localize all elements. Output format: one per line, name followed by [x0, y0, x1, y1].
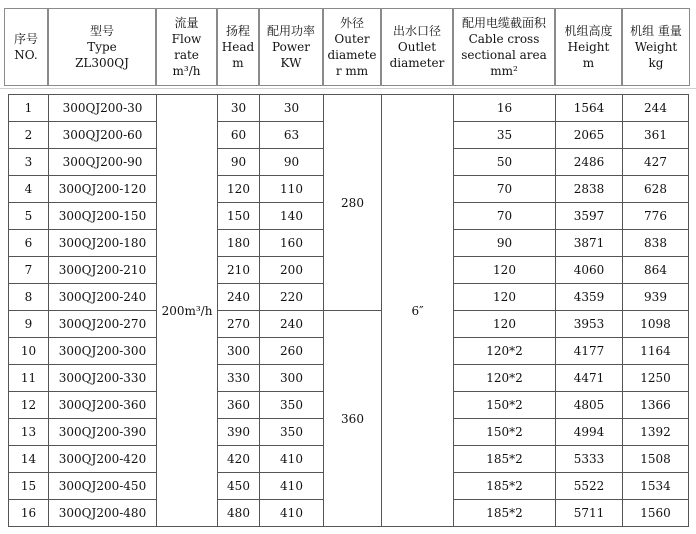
header-outlet-diameter-label: 出水口径 Outlet diameter [389, 24, 445, 70]
cell-no: 12 [9, 392, 49, 419]
cell-cable-area: 150*2 [454, 392, 556, 419]
cell-cable-area: 185*2 [454, 473, 556, 500]
header-outer-diameter-label: 外径 Outer diamete r mm [327, 16, 377, 78]
cell-height: 3871 [556, 230, 623, 257]
cell-cable-area: 70 [454, 203, 556, 230]
header-no [4, 8, 48, 86]
cell-cable-area: 90 [454, 230, 556, 257]
cell-head: 30 [218, 95, 260, 122]
cell-height: 4359 [556, 284, 623, 311]
cell-weight: 1508 [623, 446, 689, 473]
table-row [9, 311, 689, 338]
cell-power: 350 [260, 392, 324, 419]
header-cable-area-label: 配用电缆截面积 Cable cross sectional area mm² [461, 16, 547, 78]
cell-height: 5711 [556, 500, 623, 527]
cell-weight: 361 [623, 122, 689, 149]
cell-flow-rate: 200m³/h [157, 95, 218, 527]
header-flow-rate-label: 流量 Flow rate m³/h [171, 16, 202, 78]
cell-head: 450 [218, 473, 260, 500]
cell-head: 180 [218, 230, 260, 257]
cell-head: 420 [218, 446, 260, 473]
header-weight [622, 8, 690, 86]
pump-spec-table [8, 94, 689, 527]
cell-no: 14 [9, 446, 49, 473]
cell-height: 4471 [556, 365, 623, 392]
cell-type: 300QJ200-150 [49, 203, 157, 230]
header-divider [0, 88, 696, 89]
table-header [4, 8, 690, 86]
header-type [48, 8, 156, 86]
cell-height: 4060 [556, 257, 623, 284]
cell-weight: 1366 [623, 392, 689, 419]
cell-weight: 776 [623, 203, 689, 230]
cell-power: 30 [260, 95, 324, 122]
cell-weight: 1250 [623, 365, 689, 392]
cell-type: 300QJ200-300 [49, 338, 157, 365]
cell-weight: 1534 [623, 473, 689, 500]
cell-cable-area: 120 [454, 284, 556, 311]
cell-height: 3953 [556, 311, 623, 338]
cell-power: 63 [260, 122, 324, 149]
cell-cable-area: 120 [454, 257, 556, 284]
cell-height: 5522 [556, 473, 623, 500]
cell-no: 9 [9, 311, 49, 338]
cell-power: 90 [260, 149, 324, 176]
cell-outer-diameter: 280 [324, 95, 382, 311]
cell-head: 90 [218, 149, 260, 176]
cell-weight: 838 [623, 230, 689, 257]
cell-outer-diameter: 360 [324, 311, 382, 527]
cell-head: 300 [218, 338, 260, 365]
cell-power: 300 [260, 365, 324, 392]
cell-weight: 1560 [623, 500, 689, 527]
cell-type: 300QJ200-480 [49, 500, 157, 527]
cell-cable-area: 35 [454, 122, 556, 149]
cell-cable-area: 120*2 [454, 338, 556, 365]
cell-power: 220 [260, 284, 324, 311]
cell-power: 110 [260, 176, 324, 203]
header-head [217, 8, 259, 86]
cell-type: 300QJ200-450 [49, 473, 157, 500]
cell-no: 3 [9, 149, 49, 176]
cell-type: 300QJ200-60 [49, 122, 157, 149]
cell-height: 3597 [556, 203, 623, 230]
cell-no: 7 [9, 257, 49, 284]
cell-type: 300QJ200-270 [49, 311, 157, 338]
cell-type: 300QJ200-420 [49, 446, 157, 473]
cell-head: 390 [218, 419, 260, 446]
header-power [259, 8, 323, 86]
cell-weight: 1164 [623, 338, 689, 365]
cell-power: 350 [260, 419, 324, 446]
cell-weight: 864 [623, 257, 689, 284]
cell-power: 260 [260, 338, 324, 365]
cell-head: 240 [218, 284, 260, 311]
cell-type: 300QJ200-210 [49, 257, 157, 284]
cell-height: 2486 [556, 149, 623, 176]
header-outlet-diameter [381, 8, 453, 86]
header-flow-rate [156, 8, 217, 86]
cell-no: 11 [9, 365, 49, 392]
header-height-label: 机组高度 Height m [564, 24, 613, 70]
cell-power: 240 [260, 311, 324, 338]
cell-type: 300QJ200-330 [49, 365, 157, 392]
cell-height: 2838 [556, 176, 623, 203]
cell-weight: 427 [623, 149, 689, 176]
cell-no: 16 [9, 500, 49, 527]
cell-head: 330 [218, 365, 260, 392]
cell-cable-area: 16 [454, 95, 556, 122]
cell-head: 60 [218, 122, 260, 149]
cell-type: 300QJ200-180 [49, 230, 157, 257]
cell-cable-area: 120 [454, 311, 556, 338]
cell-type: 300QJ200-240 [49, 284, 157, 311]
cell-height: 2065 [556, 122, 623, 149]
cell-head: 480 [218, 500, 260, 527]
cell-outlet-diameter: 6″ [382, 95, 454, 527]
cell-power: 410 [260, 473, 324, 500]
header-type-label: 型号 Type ZL300QJ [75, 24, 129, 70]
header-cable-area [453, 8, 555, 86]
cell-height: 5333 [556, 446, 623, 473]
cell-weight: 1392 [623, 419, 689, 446]
cell-no: 15 [9, 473, 49, 500]
cell-cable-area: 120*2 [454, 365, 556, 392]
cell-no: 4 [9, 176, 49, 203]
cell-no: 2 [9, 122, 49, 149]
header-weight-label: 机组 重量 Weight kg [630, 24, 682, 70]
table-body [9, 95, 689, 527]
cell-power: 410 [260, 500, 324, 527]
cell-height: 4805 [556, 392, 623, 419]
cell-no: 8 [9, 284, 49, 311]
cell-type: 300QJ200-90 [49, 149, 157, 176]
cell-head: 270 [218, 311, 260, 338]
cell-head: 360 [218, 392, 260, 419]
cell-cable-area: 150*2 [454, 419, 556, 446]
cell-cable-area: 185*2 [454, 500, 556, 527]
header-head-label: 扬程 Head m [221, 24, 255, 70]
header-power-label: 配用功率 Power KW [266, 24, 315, 70]
cell-height: 4177 [556, 338, 623, 365]
cell-no: 13 [9, 419, 49, 446]
cell-type: 300QJ200-30 [49, 95, 157, 122]
cell-no: 1 [9, 95, 49, 122]
cell-no: 5 [9, 203, 49, 230]
cell-head: 150 [218, 203, 260, 230]
header-height [555, 8, 622, 86]
header-no-label: 序号 NO. [13, 32, 38, 62]
cell-power: 140 [260, 203, 324, 230]
cell-head: 210 [218, 257, 260, 284]
cell-cable-area: 70 [454, 176, 556, 203]
cell-height: 1564 [556, 95, 623, 122]
cell-weight: 628 [623, 176, 689, 203]
cell-cable-area: 50 [454, 149, 556, 176]
cell-type: 300QJ200-390 [49, 419, 157, 446]
cell-cable-area: 185*2 [454, 446, 556, 473]
cell-weight: 939 [623, 284, 689, 311]
cell-head: 120 [218, 176, 260, 203]
cell-no: 10 [9, 338, 49, 365]
cell-height: 4994 [556, 419, 623, 446]
cell-weight: 244 [623, 95, 689, 122]
cell-type: 300QJ200-120 [49, 176, 157, 203]
header-outer-diameter [323, 8, 381, 86]
cell-no: 6 [9, 230, 49, 257]
cell-power: 160 [260, 230, 324, 257]
cell-power: 200 [260, 257, 324, 284]
cell-power: 410 [260, 446, 324, 473]
cell-type: 300QJ200-360 [49, 392, 157, 419]
cell-weight: 1098 [623, 311, 689, 338]
table-row [9, 95, 689, 122]
